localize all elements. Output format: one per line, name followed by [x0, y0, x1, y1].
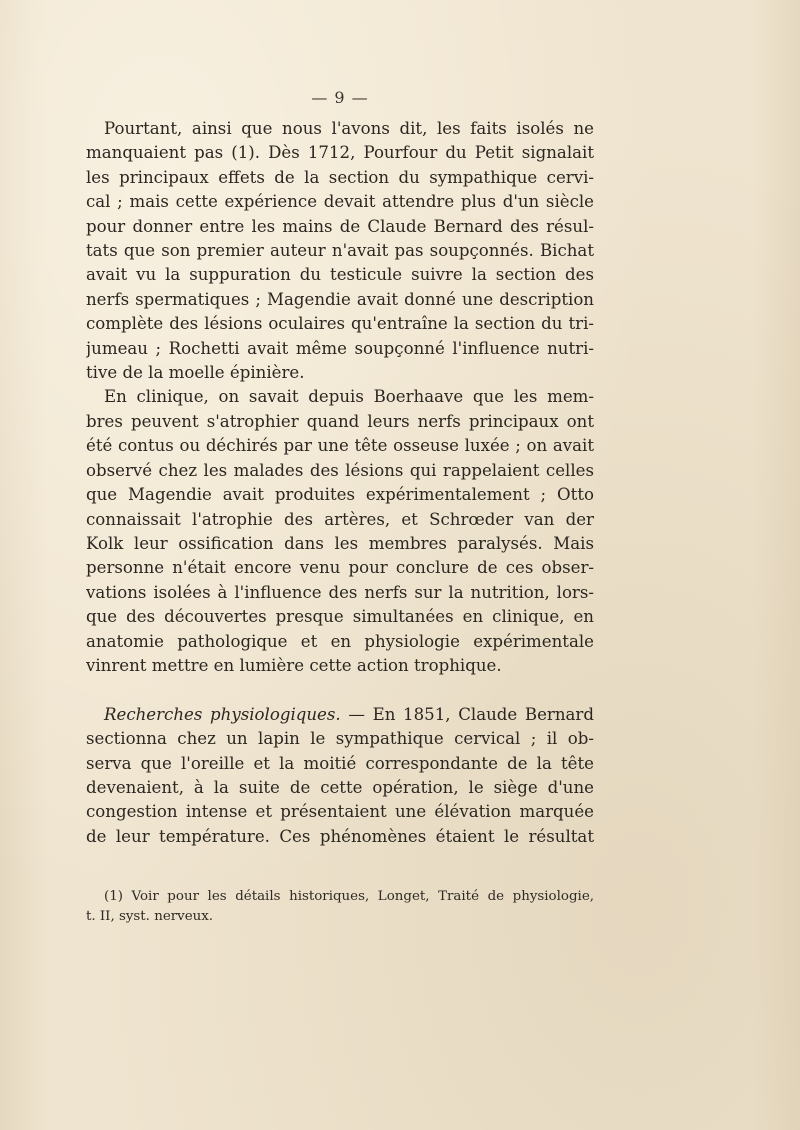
text-line: que Magendie avait produites expérimentalement ; Otto: [86, 485, 594, 505]
paragraph-2: [86, 385, 594, 678]
text-line: personne n'était encore venu pour conclure de ces obser-: [86, 558, 594, 578]
text-line: connaissait l'atrophie des artères, et Schrœder van der: [86, 509, 594, 529]
text-line: été contus ou déchirés par une tête osseuse luxée ; on avait: [86, 436, 594, 456]
text-line: jumeau ; Rochetti avait même soupçonné l'influence nutri-: [86, 338, 594, 358]
text-line: Kolk leur ossification dans les membres paralysés. Mais: [86, 533, 594, 553]
text-line: complète des lésions oculaires qu'entraîne la section du tri-: [86, 314, 594, 334]
text-line: Pourtant, ainsi que nous l'avons dit, les faits isolés ne: [104, 119, 594, 138]
heading-line-rest: — En 1851, Claude Bernard: [340, 704, 594, 724]
body-text: [86, 117, 594, 849]
document-page: [86, 0, 594, 1130]
footnotes: [86, 887, 594, 926]
text-line: avait vu la suppuration du testicule suivre la section des: [86, 265, 594, 285]
text-line: tats que son premier auteur n'avait pas soupçonnés. Bichat: [86, 241, 594, 261]
text-line: que des découvertes presque simultanées en clinique, en: [86, 607, 594, 627]
text-line: anatomie pathologique et en physiologie expérimentale: [86, 631, 594, 651]
text-line: observé chez les malades des lésions qui rappelaient celles: [86, 460, 594, 480]
text-line: vinrent mettre en lumière cette action trophique.: [86, 655, 502, 675]
text-line: pour donner entre les mains de Claude Bernard des résul-: [86, 216, 594, 236]
text-line: cal ; mais cette expérience devait attendre plus d'un siècle: [86, 192, 594, 212]
text-line: devenaient, à la suite de cette opération, le siège d'une: [86, 777, 594, 797]
text-line: vations isolées à l'influence des nerfs sur la nutrition, lors-: [86, 582, 594, 602]
text-line: nerfs spermatiques ; Magendie avait donné une description: [86, 289, 594, 309]
text-line: congestion intense et présentaient une élévation marquée: [86, 802, 594, 822]
paragraph-1: [86, 117, 594, 385]
text-line: les principaux effets de la section du sympathique cervi-: [86, 167, 594, 187]
text-line: bres peuvent s'atrophier quand leurs nerfs principaux ont: [86, 411, 594, 431]
page-number: — 9 —: [311, 88, 369, 107]
text-line: En clinique, on savait depuis Boerhaave que les mem-: [104, 387, 594, 407]
paragraph-3: [86, 703, 594, 849]
text-line: sectionna chez un lapin le sympathique cervical ; il ob-: [86, 729, 594, 749]
footnote-line: t. II, syst. nerveux.: [86, 908, 214, 924]
text-line: serva que l'oreille et la moitié correspondante de la tête: [86, 753, 594, 773]
section-heading: Recherches physiologiques.: [104, 704, 341, 724]
text-line: de leur température. Ces phénomènes étaient le résultat: [86, 826, 594, 846]
text-line: [86, 703, 594, 727]
text-line: manquaient pas (1). Dès 1712, Pourfour du Petit signalait: [86, 143, 594, 163]
text-line: tive de la moelle épinière.: [86, 363, 305, 383]
footnote-line: (1) Voir pour les détails historiques, Longet, Traité de physiologie,: [104, 889, 594, 904]
